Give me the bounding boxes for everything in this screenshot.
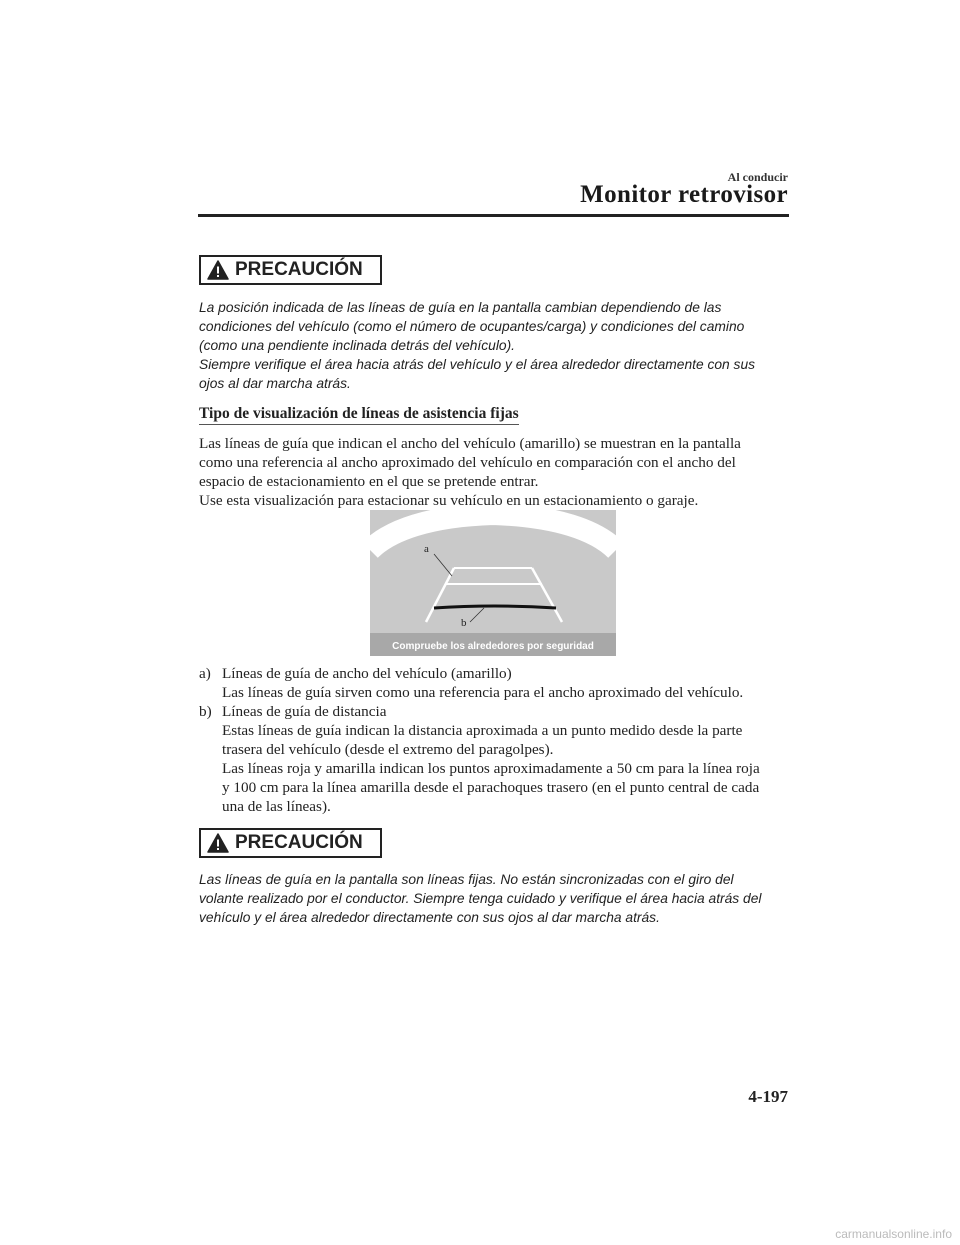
legend-item-a xyxy=(199,664,789,702)
caution-line: condiciones del vehículo (como el número de ocupantes/carga) y condiciones del camino xyxy=(199,319,745,334)
chapter-label: Al conducir xyxy=(727,170,788,184)
legend-item-b xyxy=(199,702,789,816)
warning-icon xyxy=(207,260,229,280)
callout-b: b xyxy=(461,617,467,629)
caution-label-box xyxy=(199,255,382,285)
rearview-screen-figure xyxy=(370,510,616,656)
caution-label: PRECAUCIÓN xyxy=(235,832,363,853)
caution-label-box xyxy=(199,828,382,858)
legend-line: Las líneas roja y amarilla indican los puntos aproximadamente a 50 cm para la línea roja xyxy=(222,760,760,777)
legend-title: Líneas de guía de distancia xyxy=(222,703,387,720)
watermark: carmanualsonline.info xyxy=(835,1227,952,1241)
legend-line: una de las líneas). xyxy=(222,798,331,815)
caution-line: vehículo y el área alrededor directamente con sus ojos al dar marcha atrás. xyxy=(199,910,660,925)
caution-line: ojos al dar marcha atrás. xyxy=(199,376,351,391)
legend-mark: b) xyxy=(199,703,212,720)
caution-line: volante realizado por el conductor. Siempre tenga cuidado y verifique el área hacia atrás del xyxy=(199,891,762,906)
legend-title: Líneas de guía de ancho del vehículo (amarillo) xyxy=(222,665,512,682)
page-number: 4-197 xyxy=(748,1087,788,1106)
caution-text xyxy=(199,298,799,393)
caution-line: Siempre verifique el área hacia atrás del vehículo y el área alrededor directamente con sus xyxy=(199,357,756,372)
subsection-heading: Tipo de visualización de líneas de asistencia fijas xyxy=(199,405,519,425)
caution-text xyxy=(199,870,799,927)
caution-line: Las líneas de guía en la pantalla son líneas fijas. No están sincronizadas con el giro del xyxy=(199,872,734,887)
caution-line: La posición indicada de las líneas de guía en la pantalla cambian dependiendo de las xyxy=(199,300,722,315)
screen-banner-text: Compruebe los alrededores por seguridad xyxy=(392,641,594,652)
header-rule xyxy=(198,214,789,217)
body-paragraph xyxy=(199,434,789,510)
legend-line: y 100 cm para la línea amarilla desde el parachoques trasero (en el punto central de cada xyxy=(222,779,760,796)
warning-icon xyxy=(207,833,229,853)
body-line: espacio de estacionamiento en el que se pretende entrar. xyxy=(199,473,539,490)
caution-line: (como una pendiente inclinada detrás del vehículo). xyxy=(199,338,515,353)
caution-label: PRECAUCIÓN xyxy=(235,259,363,280)
legend-line: Estas líneas de guía indican la distancia aproximada a un punto medido desde la parte xyxy=(222,722,743,739)
body-line: como una referencia al ancho aproximado del vehículo en comparación con el ancho del xyxy=(199,454,736,471)
body-line: Las líneas de guía que indican el ancho del vehículo (amarillo) se muestran en la pantalla xyxy=(199,435,741,452)
callout-a: a xyxy=(424,543,429,555)
body-line: Use esta visualización para estacionar su vehículo en un estacionamiento o garaje. xyxy=(199,492,699,509)
legend-mark: a) xyxy=(199,665,211,682)
figure-legend xyxy=(199,664,789,816)
legend-line: Las líneas de guía sirven como una referencia para el ancho aproximado del vehículo. xyxy=(222,684,744,701)
legend-line: trasera del vehículo (desde el extremo del paragolpes). xyxy=(222,741,554,758)
section-title: Monitor retrovisor xyxy=(580,181,788,208)
